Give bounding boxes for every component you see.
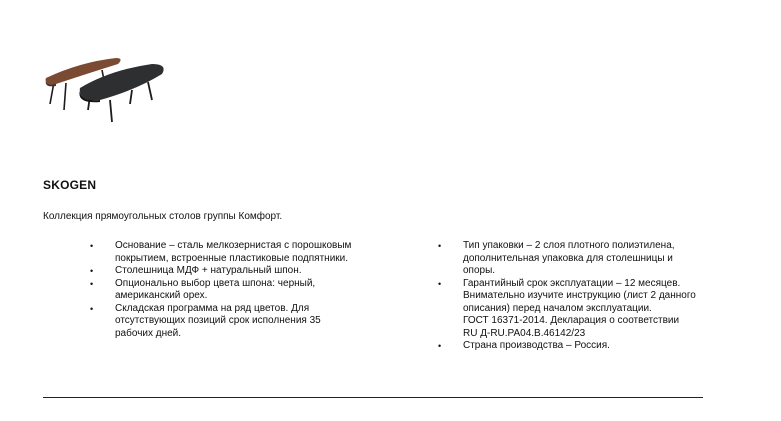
bullet-icon: • [90,303,94,314]
bullet-icon: • [438,278,442,289]
list-item-line: Столешница МДФ + натуральный шпон. [115,265,302,276]
bullet-icon: • [90,241,94,251]
features-list-left [90,240,370,340]
list-item-line: покрытием, встроенные пластиковые подпятники. [115,252,349,264]
bullet-icon: • [438,241,442,251]
list-item [90,303,370,341]
list-item-line: Складская программа на ряд цветов. Для [115,302,310,314]
bullet-icon: • [90,278,94,289]
list-item-line: ГОСТ 16371-2014. Декларация о соответствии [463,315,680,326]
list-item [438,240,718,278]
features-list-right [438,240,718,353]
product-description: Коллекция прямоугольных столов группы Комфорт. [43,211,283,222]
list-item-line: опоры. [463,265,496,276]
list-item-line: американский орех. [115,290,208,301]
list-item-line: рабочих дней. [115,327,182,339]
product-title: SKOGEN [43,178,97,192]
bullet-icon: • [90,266,94,276]
list-item-line: Основание – сталь мелкозернистая с порошковым [115,240,352,251]
list-item-line: Страна производства – Россия. [463,340,610,351]
list-item-line: Тип упаковки – 2 слоя плотного полиэтилена, [463,240,675,251]
bottom-divider [43,397,703,398]
list-item-line: Внимательно изучите инструкцию (лист 2 данного [463,290,696,301]
bullet-icon: • [438,341,442,351]
list-item-line: Опционально выбор цвета шпона: черный, [115,277,316,289]
list-item-line: дополнительная упаковка для столешницы и [463,252,673,264]
list-item-line: RU Д-RU.PA04.B.46142/23 [463,327,586,339]
list-item [90,265,370,278]
list-item-line: Гарантийный срок эксплуатации – 12 месяцев. [463,277,681,289]
list-item-line: описания) перед началом эксплуатации. [463,302,652,314]
list-item [90,240,370,265]
coffee-tables-image [40,44,170,126]
list-item [438,278,718,341]
list-item [438,340,718,353]
list-item [90,278,370,303]
list-item-line: отсутствующих позиций срок исполнения 35 [115,315,321,326]
